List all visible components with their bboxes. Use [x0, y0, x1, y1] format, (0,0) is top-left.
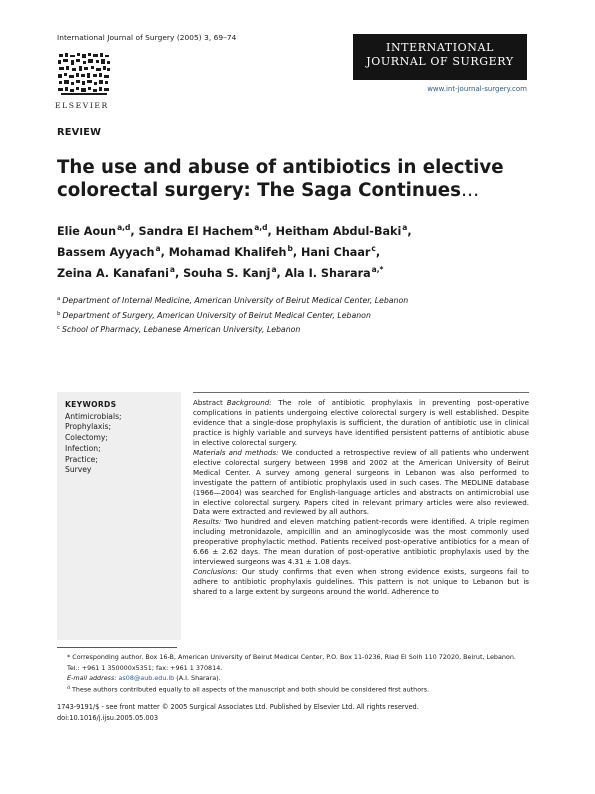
corresponding-text: Corresponding author. Box 16-B, American University of Beirut Medical Center, P.O. Box 11-0236, Riad El Solh 110 72020, Beirut, Lebanon. Tel.: +961 1 350000x5351; fax: +961 1 370814. [67, 653, 516, 672]
author-name: Bassem Ayyach [57, 246, 155, 259]
background-label: Background: [226, 398, 272, 407]
journal-banner [353, 34, 527, 80]
background-text: The role of antibiotic prophylaxis in preventing post-operative complications in patients undergoing elective colorectal surgery is well established. Despite evidence that a single-dose prophylaxis is sufficient, the duration of antibiotic use in clinical practice is highly variable and surveys have identified persistent patterns of antibiotic abuse in elective colorectal surgery. [193, 398, 529, 447]
author-separator: , [407, 225, 412, 238]
author-separator: , [292, 246, 301, 259]
abstract-methods [193, 448, 529, 518]
conclusions-label: Conclusions: [193, 567, 238, 577]
author-separator: , [174, 267, 184, 280]
author-name: Souha S. Kanj [183, 267, 271, 280]
affiliation-mark: b [57, 310, 61, 317]
author-name: Mohamad Khalifeh [168, 246, 287, 259]
section-label: REVIEW [57, 127, 102, 138]
affiliation-text: Department of Surgery, American University of Beirut Medical Center, Lebanon [62, 310, 371, 320]
author-line-2 [57, 240, 547, 261]
title-line-1: The use and abuse of antibiotics in elective [57, 157, 504, 178]
abstract-body [193, 398, 529, 597]
author-affiliation-mark: a [169, 265, 175, 274]
results-label: Results: [193, 517, 222, 527]
abstract-background [193, 398, 529, 448]
author-separator: , [375, 246, 381, 259]
doi-line: doi:10.1016/j.ijsu.2005.05.003 [57, 713, 159, 722]
affiliation-text: School of Pharmacy, Lebanese American University, Lebanon [62, 325, 301, 334]
footnote-mark: d [67, 685, 70, 691]
author-name: Hani Chaar [301, 246, 371, 259]
abstract-divider [193, 392, 529, 393]
author-separator: , [130, 225, 139, 238]
results-text: Two hundred and eleven matching patient-records were identified. A triple regimen including metronidazole, ampicillin and an aminoglycoside was the most commonly used preoperative prophylactic method. Patients received post-operative antibiotics for a mean of 6.66 ± 2.62 days. The mean duration of post-operative antibiotic prophylaxis used by the interviewed surgeons was 4.31 ± 1.08 days. [193, 517, 529, 567]
affiliation-text: Department of Internal Medicine, American University of Beirut Medical Center, Lebanon [62, 296, 409, 305]
title-line-2 [57, 179, 537, 202]
footnote-mark: * [67, 653, 71, 661]
author-separator: , [160, 246, 169, 259]
journal-citation: International Journal of Surgery (2005) 3, 69–74 [57, 33, 237, 42]
keyword-item: Colectomy; [65, 433, 108, 443]
affiliation-mark: a [57, 296, 61, 302]
banner-line-2: JOURNAL OF SURGERY [366, 55, 514, 68]
email-note [57, 673, 529, 684]
email-link[interactable]: as08@aub.edu.lb [118, 674, 175, 682]
author-affiliation-mark: a [271, 265, 277, 274]
email-label: E-mail address: [67, 674, 117, 682]
elsevier-tree-icon [57, 52, 111, 96]
abstract-label: Abstract [193, 398, 223, 407]
author-name: Heitham Abdul-Baki [275, 225, 402, 238]
journal-url-link[interactable]: www.int-journal-surgery.com [427, 85, 527, 93]
author-affiliation-mark: c [371, 244, 376, 253]
author-affiliation-mark: a [402, 223, 408, 232]
affiliation-list [57, 293, 547, 337]
author-affiliation-mark: a [155, 244, 161, 253]
footnotes [57, 652, 529, 695]
author-affiliation-mark: a,d [117, 223, 131, 232]
corresponding-author-note [57, 652, 529, 673]
author-separator: , [267, 225, 276, 238]
author-name: Ala I. Sharara [284, 267, 371, 280]
title-line-2-text: colorectal surgery: The Saga Continues [57, 180, 461, 201]
keyword-item: Prophylaxis; [65, 422, 112, 432]
equal-contribution-text: These authors contributed equally to all aspects of the manuscript and both should be considered first authors. [71, 685, 430, 693]
copyright-block [57, 702, 529, 723]
footnote-divider [57, 647, 177, 648]
equal-contribution-note [57, 684, 529, 695]
keywords-box [57, 392, 181, 640]
keyword-item: Antimicrobials; [65, 411, 122, 421]
author-affiliation-mark: a,* [371, 265, 384, 274]
author-name: Sandra El Hachem [138, 225, 254, 238]
methods-text: We conducted a retrospective review of all patients who underwent elective colorectal surgery between 1998 and 2002 at the American University of Beirut Medical Center. A survey among general surgeons in Lebanon was also performed to investigate the pattern of antibiotic prophylaxis used in such cases. The MEDLINE database (1966—2004) was searched for English-language articles and abstracts on antimicrobial use in elective colorectal surgery. Papers cited in relevant primary articles were also reviewed. Data were extracted and reviewed by all authors. [193, 447, 529, 517]
email-owner: (A.I. Sharara). [176, 674, 221, 682]
abstract-results [193, 517, 529, 567]
conclusions-text: Our study confirms that even when strong evidence exists, surgeons fail to adhere to antibiotic prophylaxis guidelines. This pattern is not unique to Lebanon but is shared to a large extent by surgeons around the world. Adherence to [193, 567, 529, 597]
affiliation-mark: c [57, 325, 61, 331]
affiliation-item [57, 322, 547, 337]
affiliation-item [57, 308, 547, 323]
author-line-3 [57, 261, 547, 282]
author-name: Zeina A. Kanafani [57, 267, 169, 280]
methods-label: Materials and methods: [193, 447, 279, 457]
author-line-1 [57, 219, 547, 240]
author-list [57, 219, 547, 282]
keyword-item: Practice; [65, 454, 98, 464]
title-ellipsis: … [460, 180, 480, 201]
author-name: Elie Aoun [57, 225, 117, 238]
affiliation-item [57, 293, 547, 308]
abstract-conclusions [193, 567, 529, 597]
banner-line-1: INTERNATIONAL [386, 41, 494, 54]
author-affiliation-mark: a,d [254, 223, 268, 232]
keyword-item: Survey [65, 465, 92, 475]
issn-line: 1743-9191/$ - see front matter © 2005 Surgical Associates Ltd. Published by Elsevier Ltd. All rights reserved. [57, 703, 419, 711]
author-separator: , [276, 267, 285, 280]
article-title [57, 156, 537, 202]
keywords-heading: KEYWORDS [65, 400, 117, 409]
author-affiliation-mark: b [287, 244, 293, 253]
publisher-name: ELSEVIER [55, 101, 109, 110]
keyword-item: Infection; [65, 443, 101, 453]
